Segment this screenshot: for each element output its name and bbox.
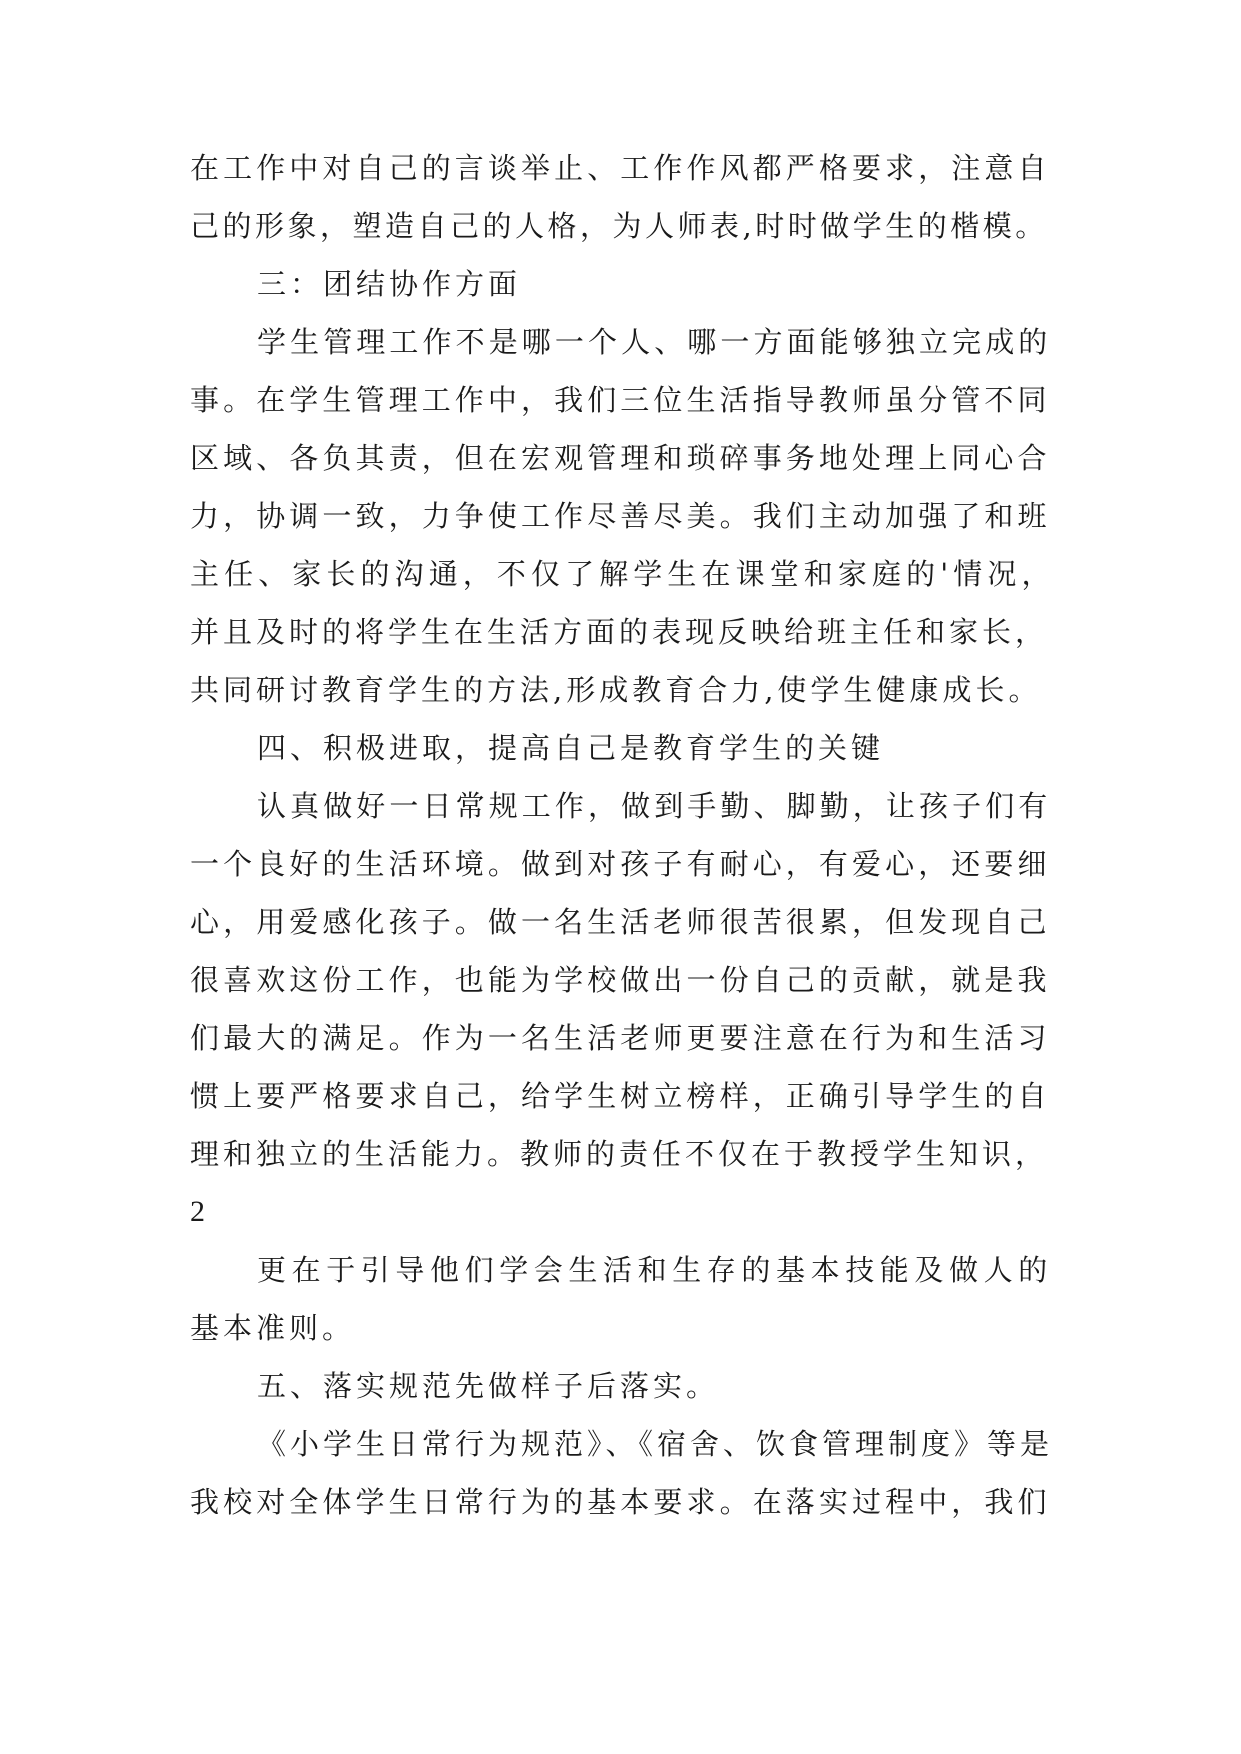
text-line: 《小学生日常行为规范》、《宿舍、饮食管理制度》等是 [257, 1427, 1054, 1461]
text-line: 理和独立的生活能力。教师的责任不仅在于教授学生知识， [190, 1137, 1049, 1171]
text-line: 基本准则。 [190, 1311, 356, 1345]
text-line: 们最大的满足。作为一名生活老师更要注意在行为和生活习 [190, 1021, 1051, 1055]
page-number: 2 [190, 1195, 205, 1228]
text-line: 学生管理工作不是哪一个人、哪一方面能够独立完成的 [257, 325, 1052, 359]
section-heading: 四、积极进取，提高自己是教育学生的关键 [257, 731, 885, 765]
text-line: 力，协调一致，力争使工作尽善尽美。我们主动加强了和班 [190, 499, 1051, 533]
text-line: 认真做好一日常规工作，做到手勤、脚勤，让孩子们有 [257, 789, 1052, 823]
text-line: 我校对全体学生日常行为的基本要求。在落实过程中，我们 [190, 1485, 1051, 1519]
section-heading: 五、落实规范先做样子后落实。 [257, 1369, 720, 1403]
text-line: 惯上要严格要求自己，给学生树立榜样，正确引导学生的自 [190, 1079, 1051, 1113]
text-line: 一个良好的生活环境。做到对孩子有耐心，有爱心，还要细 [190, 847, 1051, 881]
text-line: 主任、家长的沟通，不仅了解学生在课堂和家庭的'情况， [190, 557, 1056, 591]
text-line: 心，用爱感化孩子。做一名生活老师很苦很累，但发现自己 [190, 905, 1051, 939]
text-line: 在工作中对自己的言谈举止、工作作风都严格要求，注意自 [190, 151, 1051, 185]
text-line: 并且及时的将学生在生活方面的表现反映给班主任和家长， [190, 615, 1049, 649]
text-line: 很喜欢这份工作，也能为学校做出一份自己的贡献，就是我 [190, 963, 1051, 997]
text-line: 共同研讨教育学生的方法,形成教育合力,使学生健康成长。 [190, 673, 1042, 707]
text-line: 事。在学生管理工作中，我们三位生活指导教师虽分管不同 [190, 383, 1051, 417]
section-heading: 三：团结协作方面 [257, 267, 522, 301]
text-line: 区域、各负其责，但在宏观管理和琐碎事务地处理上同心合 [190, 441, 1051, 475]
text-line: 己的形象，塑造自己的人格，为人师表,时时做学生的楷模。 [190, 209, 1048, 243]
text-line: 更在于引导他们学会生活和生存的基本技能及做人的 [257, 1253, 1053, 1287]
